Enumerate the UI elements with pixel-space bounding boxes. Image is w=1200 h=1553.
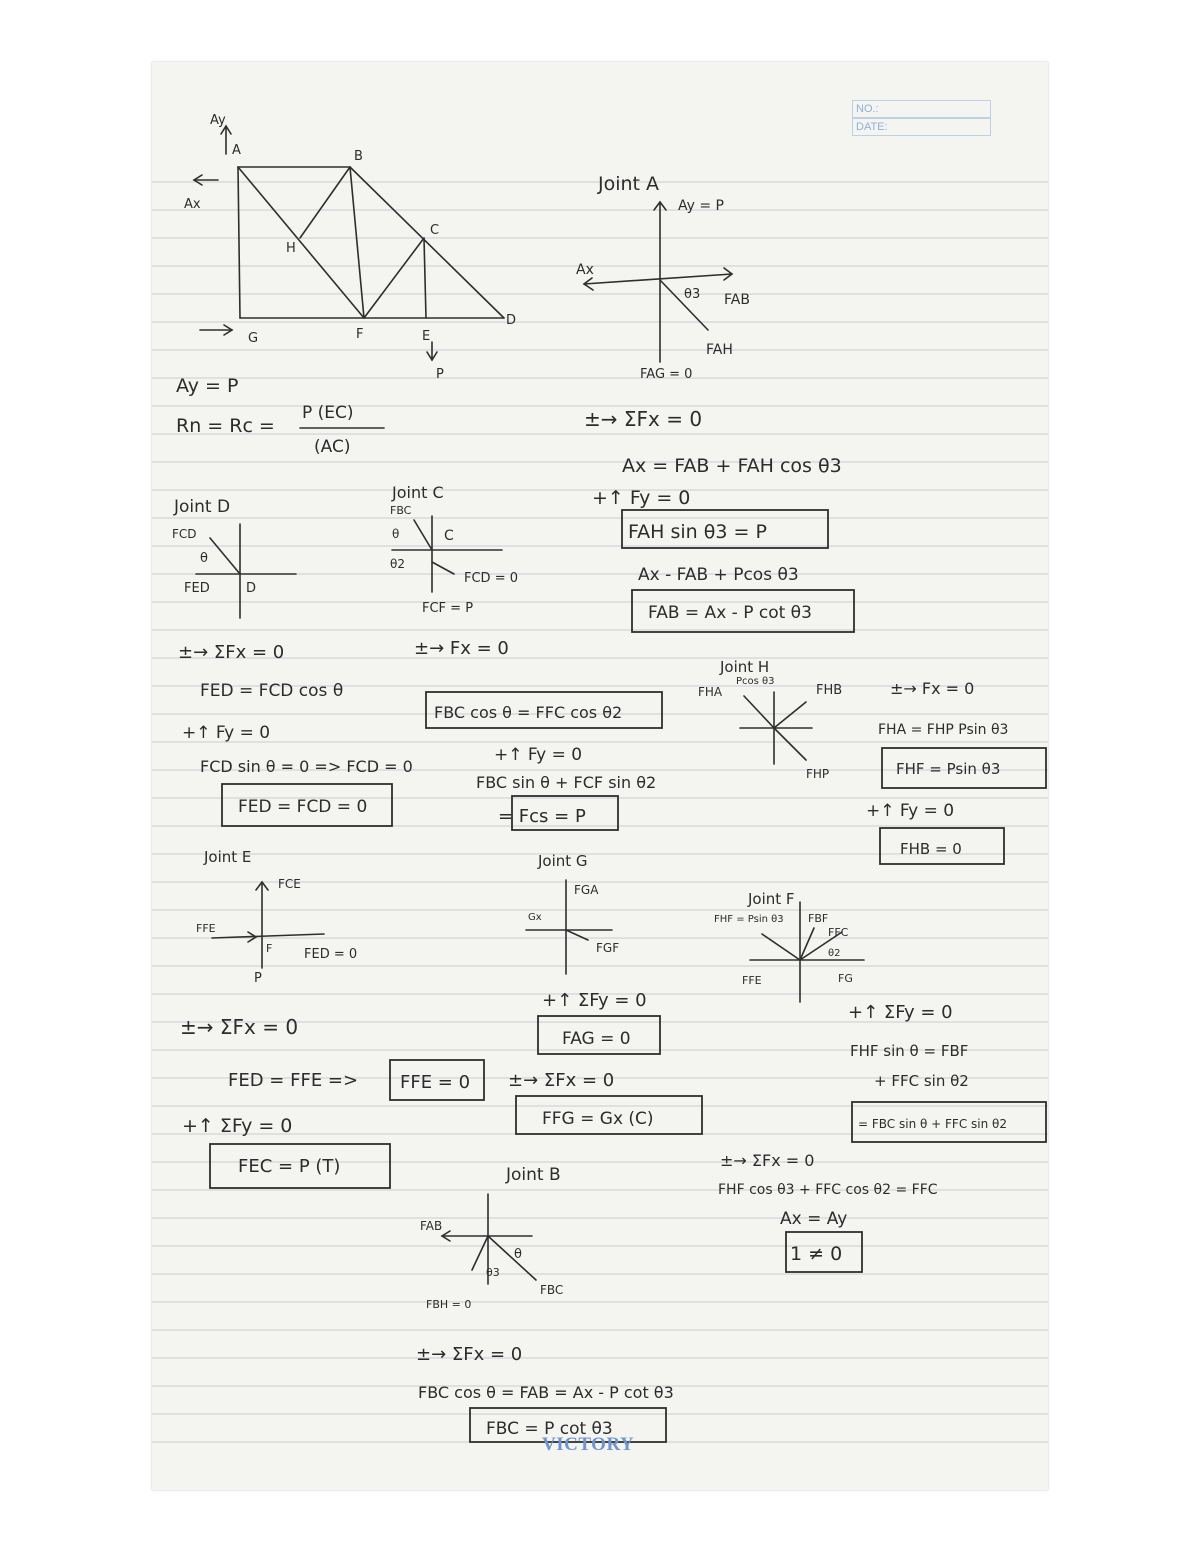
ja-line-6: FAB = Ax - P cot θ3 xyxy=(648,603,812,623)
member-ce xyxy=(424,238,426,318)
rn-equation: Rn = Rc = xyxy=(176,415,275,437)
ja-line-4: FAH sin θ3 = P xyxy=(628,521,767,543)
jf-fbf: FBF xyxy=(808,912,829,925)
je-f: F xyxy=(266,942,273,955)
support-reactions xyxy=(176,375,384,457)
joint-a xyxy=(576,173,854,632)
jf-line-7: Ax = Ay xyxy=(780,1209,848,1229)
jh-line-5: FHB = 0 xyxy=(900,840,962,858)
jh-line-2: FHA = FHP Psin θ3 xyxy=(878,722,1009,738)
jf-line-4: = FBC sin θ + FFC sin θ2 xyxy=(858,1117,1007,1131)
jg-fgf: FGF xyxy=(596,941,620,955)
jf-line-5: ±→ ΣFx = 0 xyxy=(720,1151,815,1170)
jf-line-3: + FFC sin θ2 xyxy=(874,1072,969,1090)
je-p: P xyxy=(254,971,262,986)
je-ffe: FFE xyxy=(196,922,216,935)
member-af xyxy=(238,167,364,318)
ja-ax: Ax xyxy=(576,262,594,278)
ja-fah: FAH xyxy=(706,342,733,358)
joint-e-title: Joint E xyxy=(204,848,252,866)
node-b: B xyxy=(354,149,363,164)
jf-fg: FG xyxy=(838,972,853,985)
joint-d-title: Joint D xyxy=(174,497,231,517)
je-line-1: ±→ ΣFx = 0 xyxy=(180,1015,299,1039)
jf-line-2: FHF sin θ = FBF xyxy=(850,1042,969,1060)
jg-gx: Gx xyxy=(528,912,542,923)
ja-theta: θ3 xyxy=(684,287,701,302)
jc-line-5: = Fcs = P xyxy=(498,806,586,827)
node-h: H xyxy=(286,241,296,256)
joint-a-title: Joint A xyxy=(598,173,660,195)
no-field-label: NO.: xyxy=(852,100,991,118)
jf-ffe: FFE xyxy=(742,974,762,987)
member-bf xyxy=(350,167,364,318)
member-bd xyxy=(350,167,504,318)
jb-fbh: FBH = 0 xyxy=(426,1298,472,1311)
jd-theta: θ xyxy=(200,551,208,566)
joint-c-title: Joint C xyxy=(392,483,444,502)
jd-fed: FED xyxy=(184,581,210,596)
jb-line-1: ±→ ΣFx = 0 xyxy=(416,1344,523,1365)
jb-theta3: θ3 xyxy=(486,1266,500,1279)
je-fed: FED = 0 xyxy=(304,947,358,962)
joint-g-title: Joint G xyxy=(538,852,588,870)
je-line-3: FFE = 0 xyxy=(400,1072,471,1093)
jd-line-4: FCD sin θ = 0 => FCD = 0 xyxy=(200,757,413,776)
ja-line-3: +↑ Fy = 0 xyxy=(592,487,691,509)
ja-line-1: ±→ ΣFx = 0 xyxy=(584,407,703,431)
jc-line-1: ±→ Fx = 0 xyxy=(414,638,509,659)
jf-line-1: +↑ ΣFy = 0 xyxy=(848,1002,953,1023)
node-f: F xyxy=(356,327,364,342)
joint-b xyxy=(416,1165,674,1442)
ja-fab: FAB xyxy=(724,292,750,308)
date-field-label: DATE: xyxy=(852,118,991,136)
je-line-2: FED = FFE => xyxy=(228,1070,359,1091)
joint-e xyxy=(180,848,484,1188)
jc-c: C xyxy=(444,528,454,544)
label-ax: Ax xyxy=(184,197,201,212)
notebook-page xyxy=(152,62,1048,1490)
jc-fcf: FCF = P xyxy=(422,601,474,616)
je-line-4: +↑ ΣFy = 0 xyxy=(182,1115,293,1137)
joint-h xyxy=(698,658,1046,864)
node-a: A xyxy=(232,143,241,158)
member-cf xyxy=(364,238,424,318)
jg-line-3: ±→ ΣFx = 0 xyxy=(508,1070,615,1091)
jb-fab: FAB xyxy=(420,1219,443,1233)
jd-line-1: ±→ ΣFx = 0 xyxy=(178,642,285,663)
je-fce: FCE xyxy=(278,877,301,891)
jg-fga: FGA xyxy=(574,883,599,897)
jb-theta: θ xyxy=(514,1247,522,1262)
jb-fbc: FBC xyxy=(540,1283,564,1297)
jh-line-4: +↑ Fy = 0 xyxy=(866,801,955,821)
member-hb xyxy=(300,167,350,238)
jh-fha: FHA xyxy=(698,685,723,699)
jd-line-3: +↑ Fy = 0 xyxy=(182,723,271,743)
jh-fhp: FHP xyxy=(806,767,830,781)
jg-line-1: +↑ ΣFy = 0 xyxy=(542,990,647,1011)
je-line-5: FEC = P (T) xyxy=(238,1156,341,1177)
node-c: C xyxy=(430,223,440,238)
node-e: E xyxy=(422,329,431,344)
ay-equation: Ay = P xyxy=(176,375,239,397)
label-ay: Ay xyxy=(210,113,226,128)
jd-line-2: FED = FCD cos θ xyxy=(200,681,344,701)
joint-b-title: Joint B xyxy=(506,1165,561,1185)
handwritten-notes xyxy=(152,62,1048,1490)
jg-line-2: FAG = 0 xyxy=(562,1029,631,1049)
jc-theta: θ xyxy=(392,527,400,541)
jc-line-2: FBC cos θ = FFC cos θ2 xyxy=(434,703,623,722)
jc-line-4: FBC sin θ + FCF sin θ2 xyxy=(476,773,657,792)
jf-line-8: 1 ≠ 0 xyxy=(790,1243,843,1265)
jh-line-3: FHF = Psin θ3 xyxy=(896,760,1001,778)
jf-line-6: FHF cos θ3 + FFC cos θ2 = FFC xyxy=(718,1182,938,1198)
jc-fcd: FCD = 0 xyxy=(464,571,518,586)
ja-fag: FAG = 0 xyxy=(640,367,693,382)
ja-line-5: Ax - FAB + Pcos θ3 xyxy=(638,565,799,585)
truss-diagram xyxy=(184,113,516,382)
node-d: D xyxy=(506,313,517,328)
rn-numerator: P (EC) xyxy=(302,403,354,423)
node-g: G xyxy=(248,331,259,346)
jc-theta2: θ2 xyxy=(390,557,405,571)
ja-line-2: Ax = FAB + FAH cos θ3 xyxy=(622,455,842,477)
jc-fbc: FBC xyxy=(390,504,412,517)
joint-f-title: Joint F xyxy=(748,890,795,908)
jb-line-3: FBC = P cot θ3 xyxy=(486,1419,613,1439)
member-ag xyxy=(238,167,240,318)
joint-g xyxy=(508,852,702,1134)
victory-brand-logo: VICTORY xyxy=(542,1434,635,1455)
jh-fhb: FHB xyxy=(816,683,843,698)
jh-pcos: Pcos θ3 xyxy=(736,676,775,687)
joint-f xyxy=(714,890,1046,1272)
jd-fcd: FCD xyxy=(172,527,197,541)
ja-ay: Ay = P xyxy=(678,198,724,214)
jf-fhf: FHF = Psin θ3 xyxy=(714,914,784,925)
label-load-p: P xyxy=(436,367,444,382)
jc-line-3: +↑ Fy = 0 xyxy=(494,745,583,765)
jd-d: D xyxy=(246,581,257,596)
jg-line-4: FFG = Gx (C) xyxy=(542,1109,654,1129)
rn-denominator: (AC) xyxy=(314,437,351,457)
joint-h-title: Joint H xyxy=(720,658,770,676)
jb-line-2: FBC cos θ = FAB = Ax - P cot θ3 xyxy=(418,1383,674,1402)
jh-line-1: ±→ Fx = 0 xyxy=(890,679,975,698)
jf-ffc: FFC xyxy=(828,926,849,939)
jd-line-5: FED = FCD = 0 xyxy=(238,797,368,817)
jf-theta2: θ2 xyxy=(828,948,841,959)
